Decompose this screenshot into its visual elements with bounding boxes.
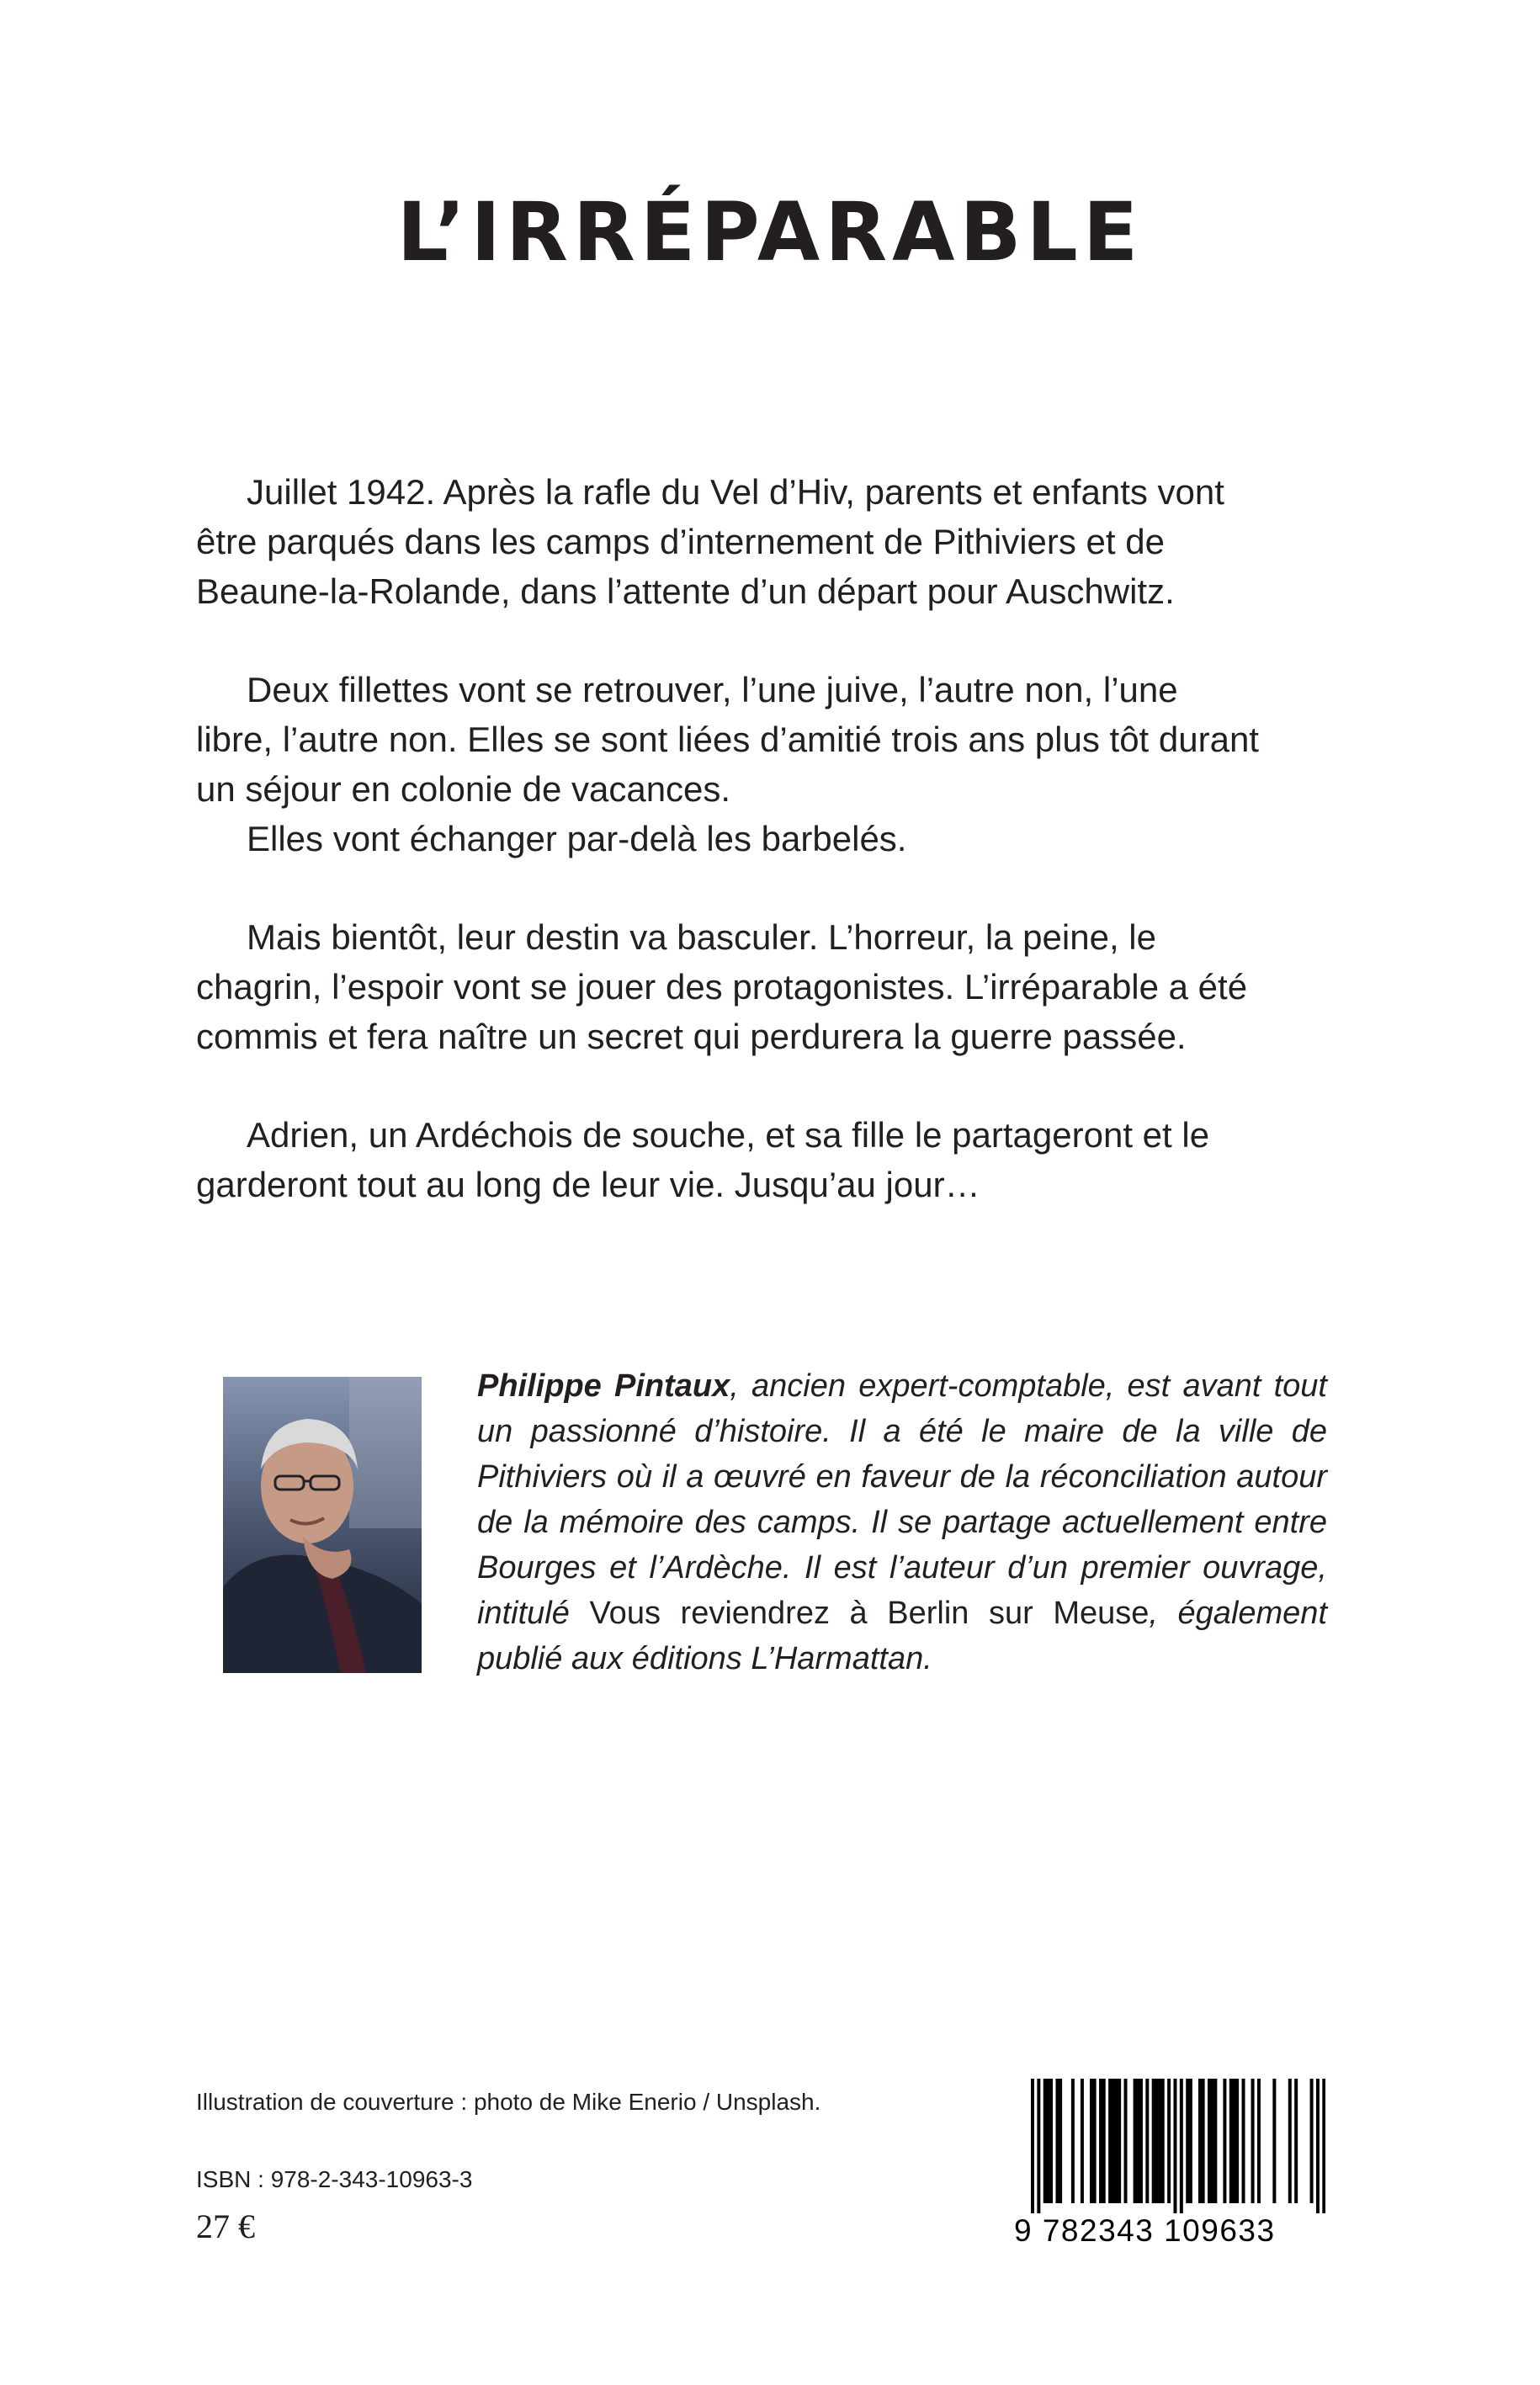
barcode-bar: [1211, 2079, 1214, 2203]
synopsis-line: Mais bientôt, leur destin va basculer. L’horreur, la peine, le: [247, 917, 1156, 957]
barcode-bar: [1167, 2079, 1171, 2203]
barcode-bar: [1093, 2079, 1097, 2203]
barcode-bar: [1161, 2079, 1165, 2203]
barcode-bar: [1124, 2079, 1128, 2203]
barcode-bar: [1223, 2079, 1226, 2203]
barcode-bar: [1235, 2079, 1239, 2203]
price: 27 €: [196, 2207, 255, 2245]
barcode-bar: [1173, 2079, 1176, 2213]
author-bio-text: , ancien expert-comptable, est avant tout un passionné d’histoire. Il a été le maire de la ville de Pithiviers où il a œuvré en faveur de la réconciliation autour de la mémoire des camps. Il se partage actuellement entre Bourges et l’Ardèche. Il est l’auteur d’un premier ouvrage, intitulé: [477, 1368, 1327, 1631]
barcode-bar: [1134, 2079, 1137, 2203]
barcode-bar: [1059, 2079, 1062, 2203]
synopsis-line: Beaune-la-Rolande, dans l’attente d’un départ pour Auschwitz.: [196, 571, 1175, 611]
synopsis-line: être parqués dans les camps d’internement de Pithiviers et de: [196, 522, 1165, 561]
barcode: [1014, 2074, 1334, 2250]
barcode-bar: [1251, 2079, 1255, 2203]
barcode-bar: [1046, 2079, 1049, 2203]
synopsis-line: un séjour en colonie de vacances.: [196, 769, 731, 809]
barcode-bar: [1031, 2079, 1034, 2213]
barcode-bar: [1099, 2079, 1102, 2203]
barcode-bar: [1272, 2079, 1276, 2203]
barcode-bar: [1139, 2079, 1143, 2203]
barcode-bar: [1055, 2079, 1059, 2203]
barcode-bar: [1037, 2079, 1040, 2213]
synopsis-line: Deux fillettes vont se retrouver, l’une juive, l’autre non, l’une: [247, 670, 1178, 709]
barcode-bars-icon: [1031, 2079, 1325, 2213]
barcode-bar: [1288, 2079, 1292, 2203]
barcode-bar: [1114, 2079, 1118, 2203]
barcode-bar: [1257, 2079, 1261, 2203]
previous-book-title: Vous reviendrez à Berlin sur Meuse: [589, 1596, 1150, 1631]
barcode-bar: [1232, 2079, 1235, 2203]
author-portrait-icon: [223, 1377, 422, 1673]
barcode-digits: 9 782343 109633: [1014, 2213, 1276, 2248]
barcode-bar: [1186, 2079, 1189, 2203]
cover-credit: Illustration de couverture : photo de Mike Enerio / Unsplash.: [196, 2089, 821, 2115]
barcode-bar: [1081, 2079, 1084, 2203]
barcode-bar: [1152, 2079, 1155, 2203]
barcode-bar: [1112, 2079, 1115, 2203]
barcode-bar: [1090, 2079, 1093, 2203]
barcode-bar: [1049, 2079, 1053, 2203]
barcode-bar: [1229, 2079, 1233, 2203]
synopsis-line: commis et fera naître un secret qui perdurera la guerre passée.: [196, 1017, 1187, 1056]
barcode-bar: [1322, 2079, 1325, 2213]
book-title: L’IRRÉPARABLE: [396, 185, 1144, 279]
barcode-bar: [1213, 2079, 1217, 2203]
synopsis-paragraph-1: [196, 467, 1328, 616]
synopsis-line: libre, l’autre non. Elles se sont liées d’amitié trois ans plus tôt durant: [196, 720, 1259, 759]
barcode-bar: [1102, 2079, 1106, 2203]
synopsis: [196, 467, 1328, 1258]
barcode-bar: [1316, 2079, 1320, 2213]
barcode-bar: [1145, 2079, 1149, 2203]
barcode-bar: [1242, 2079, 1245, 2203]
barcode-bar: [1071, 2079, 1075, 2203]
synopsis-line: garderont tout au long de leur vie. Jusqu’au jour…: [196, 1165, 980, 1204]
barcode-bar: [1043, 2079, 1047, 2203]
synopsis-line: Elles vont échanger par-delà les barbelés.: [247, 819, 907, 858]
barcode-bar: [1310, 2079, 1314, 2203]
barcode-bar: [1158, 2079, 1161, 2203]
barcode-bar: [1294, 2079, 1298, 2203]
barcode-bar: [1208, 2079, 1211, 2203]
synopsis-line: chagrin, l’espoir vont se jouer des protagonistes. L’irréparable a été: [196, 967, 1248, 1007]
barcode-bar: [1108, 2079, 1112, 2203]
synopsis-paragraph-5: [196, 1110, 1328, 1209]
author-bio-text-end: , également publié aux éditions L’Harmattan.: [477, 1596, 1328, 1676]
isbn: ISBN : 978-2-343-10963-3: [196, 2166, 473, 2192]
barcode-bar: [1202, 2079, 1205, 2203]
barcode-bar: [1155, 2079, 1158, 2203]
barcode-bar: [1180, 2079, 1183, 2213]
author-bio: [477, 1363, 1327, 1681]
barcode-bar: [1136, 2079, 1139, 2203]
synopsis-line: Adrien, un Ardéchois de souche, et sa fille le partageront et le: [247, 1115, 1210, 1155]
author-photo: [223, 1377, 422, 1673]
synopsis-paragraph-4: [196, 912, 1328, 1061]
synopsis-paragraph-3: [196, 814, 1328, 863]
barcode-bar: [1189, 2079, 1192, 2203]
barcode-bar: [1118, 2079, 1121, 2203]
author-name: Philippe Pintaux: [477, 1368, 730, 1404]
barcode-bar: [1198, 2079, 1202, 2203]
synopsis-line: Juillet 1942. Après la rafle du Vel d’Hiv, parents et enfants vont: [247, 472, 1224, 512]
synopsis-paragraph-2: [196, 665, 1328, 814]
